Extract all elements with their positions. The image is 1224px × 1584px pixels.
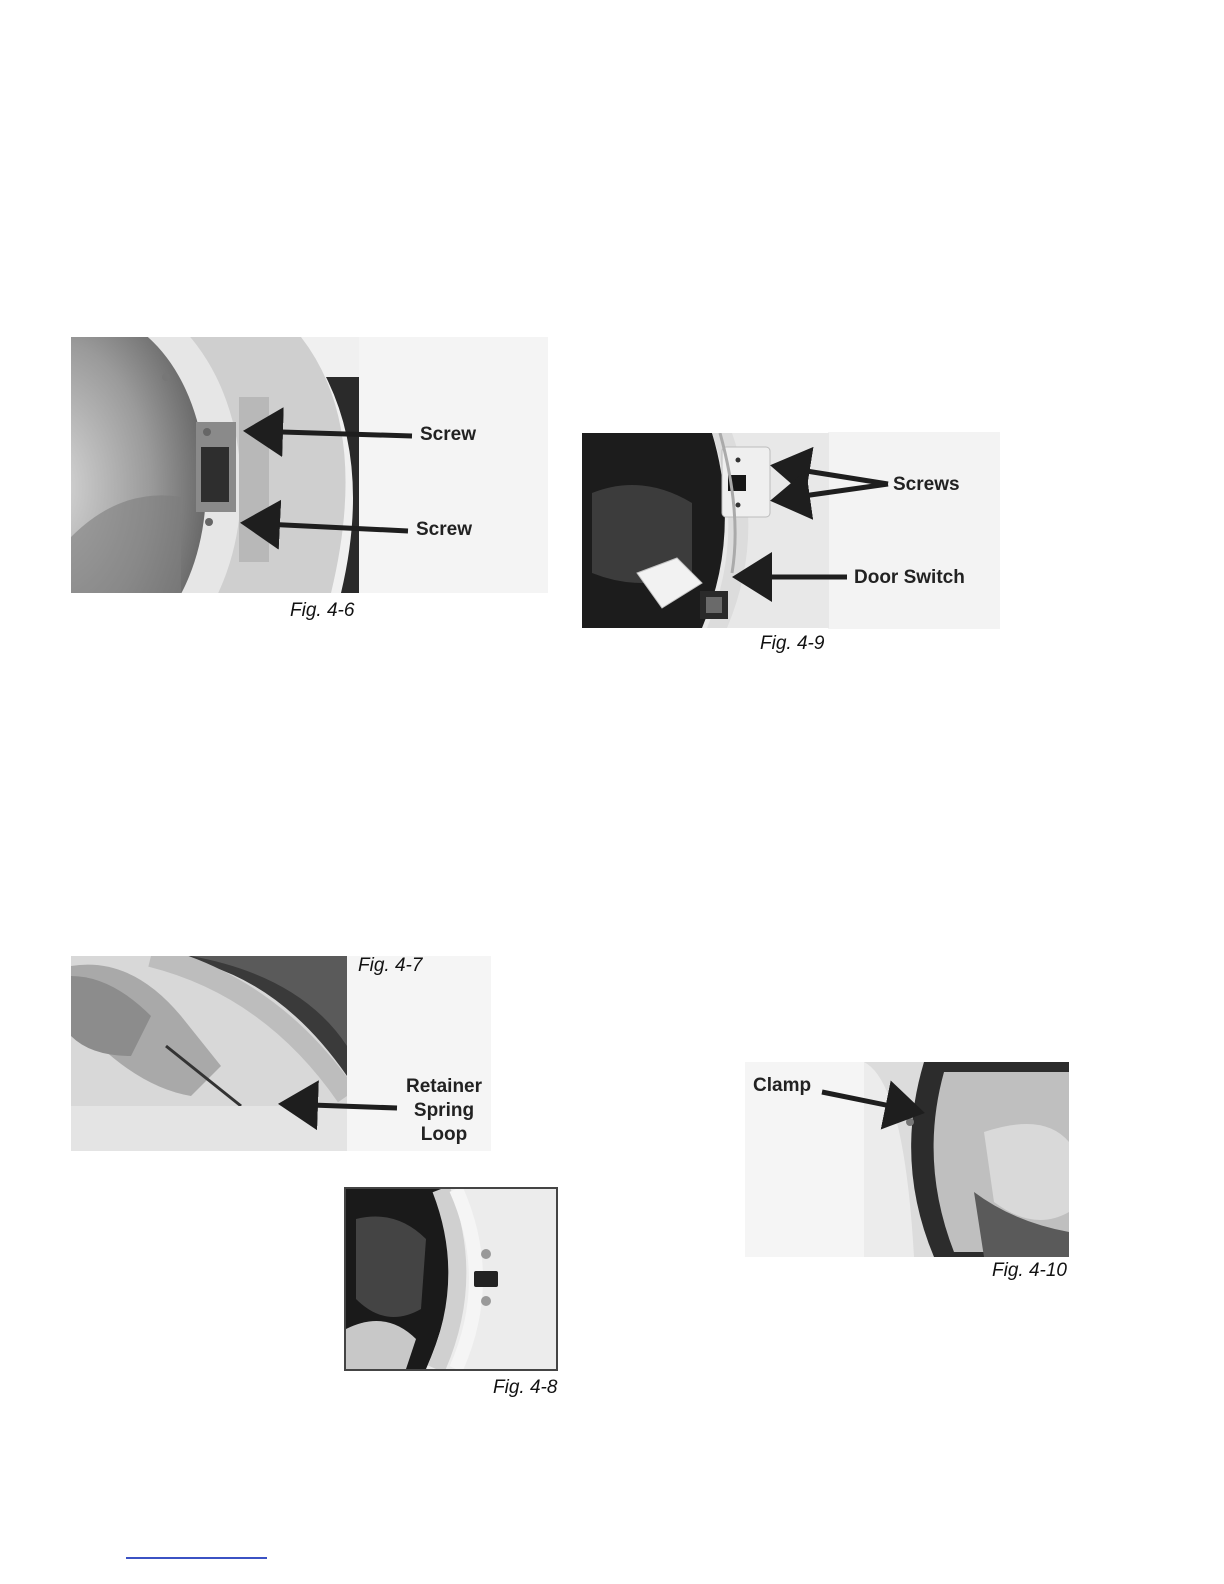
fig-4-6-caption: Fig. 4-6 — [290, 600, 355, 621]
fig-4-6-label-screw-bottom: Screw — [416, 519, 472, 540]
fig-4-7-photo — [71, 956, 347, 1151]
fig-4-10-caption: Fig. 4-10 — [992, 1260, 1067, 1281]
fig-4-7-label-line-2: Spring — [413, 1100, 475, 1121]
fig-4-9-caption: Fig. 4-9 — [760, 633, 825, 654]
fig-4-10-label-clamp: Clamp — [753, 1075, 812, 1096]
footer-rule — [126, 1557, 267, 1559]
fig-4-6-label-screw-top: Screw — [420, 424, 476, 445]
fig-4-7-label-line-3: Loop — [420, 1124, 468, 1145]
fig-4-6-background — [358, 337, 548, 593]
fig-4-10-photo — [864, 1062, 1069, 1257]
fig-4-6-photo — [71, 337, 359, 593]
fig-4-7-label-line-1: Retainer — [405, 1076, 483, 1097]
fig-4-7-caption: Fig. 4-7 — [358, 955, 423, 976]
fig-4-8-photo — [344, 1187, 558, 1371]
fig-4-9-photo — [582, 433, 829, 628]
fig-4-9-background — [828, 432, 1000, 629]
fig-4-8-caption: Fig. 4-8 — [493, 1377, 558, 1398]
fig-4-9-label-door-switch: Door Switch — [854, 567, 965, 588]
fig-4-9-label-screws: Screws — [893, 474, 960, 495]
